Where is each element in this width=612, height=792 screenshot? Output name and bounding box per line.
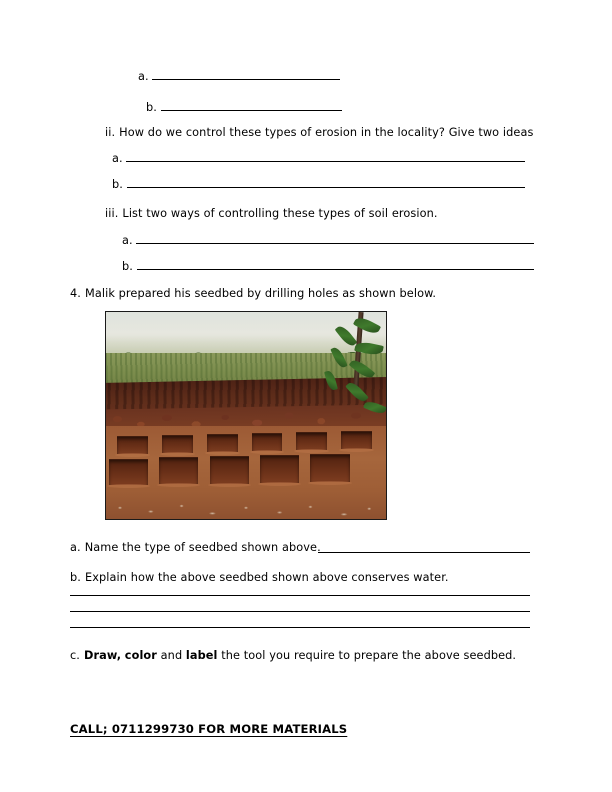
footer-contact: CALL; 0711299730 FOR MORE MATERIALS	[70, 722, 348, 736]
question-iii-answer-line-b[interactable]	[137, 269, 534, 270]
photo-pit	[207, 434, 238, 452]
answer-slot-b-top	[146, 101, 161, 114]
photo-pit	[117, 436, 148, 454]
question-ii-text: How do we control these types of erosion in the locality? Give two ideas	[119, 126, 534, 139]
question-ii-sub-b-marker: b.	[112, 178, 123, 191]
seedbed-photo-inner	[106, 312, 386, 519]
answer-slot-a-marker: a.	[138, 70, 149, 83]
question-4-part-a-marker: a.	[70, 541, 81, 554]
photo-pit	[252, 433, 283, 451]
answer-line-a-top[interactable]	[152, 79, 340, 80]
question-ii-sub-b	[112, 178, 127, 191]
question-4-part-b	[70, 571, 449, 585]
photo-pit	[159, 457, 198, 484]
question-4-part-a	[70, 541, 321, 555]
question-ii-sub-a-marker: a.	[112, 152, 123, 165]
question-4-part-a-text: Name the type of seedbed shown above.	[84, 541, 321, 554]
question-4-part-c-text	[84, 649, 516, 663]
question-4-part-b-answer-line[interactable]	[70, 595, 530, 596]
question-iii-text: List two ways of controlling these types of soil erosion.	[122, 207, 438, 220]
question-iii-sub-b-marker: b.	[122, 260, 133, 273]
question-iii-answer-line-a[interactable]	[136, 243, 534, 244]
question-4-text: Malik prepared his seedbed by drilling holes as shown below.	[84, 287, 437, 300]
photo-pit	[310, 454, 349, 482]
photo-pit	[341, 431, 372, 449]
question-ii-sub-a	[112, 152, 127, 165]
question-iii-marker: iii.	[105, 207, 119, 220]
question-4-marker: 4.	[70, 287, 81, 300]
part-c-bold-color: color	[124, 649, 157, 662]
photo-pit	[296, 432, 327, 450]
question-4-part-c	[70, 649, 516, 663]
question-4-part-a-answer-line[interactable]	[318, 552, 530, 553]
part-c-bold-draw: Draw,	[84, 649, 122, 662]
question-iii	[105, 207, 438, 221]
question-4-part-b-marker: b.	[70, 571, 81, 584]
question-4-part-b-text: Explain how the above seedbed shown above conserves water.	[84, 571, 449, 584]
question-ii-marker: ii.	[105, 126, 116, 139]
photo-pit	[109, 459, 148, 485]
seedbed-photo	[105, 311, 387, 520]
answer-line-b-top[interactable]	[161, 110, 342, 111]
answer-slot-a-top	[138, 70, 153, 83]
question-iii-sub-a	[122, 234, 137, 247]
question-4-part-c-marker: c.	[70, 649, 81, 662]
photo-pit	[210, 456, 249, 484]
question-4	[70, 287, 436, 301]
photo-pit	[162, 435, 193, 453]
question-iii-sub-a-marker: a.	[122, 234, 133, 247]
question-ii-answer-line-b[interactable]	[127, 187, 525, 188]
question-4-part-b-answer-line[interactable]	[70, 627, 530, 628]
question-4-part-b-answer-line[interactable]	[70, 611, 530, 612]
part-c-tail: the tool you require to prepare the above seedbed.	[217, 649, 517, 662]
question-iii-sub-b	[122, 260, 137, 273]
part-c-conjunction: and	[156, 649, 186, 662]
question-ii-answer-line-a[interactable]	[126, 161, 525, 162]
part-c-bold-label: label	[185, 649, 218, 662]
question-ii	[105, 126, 533, 140]
photo-pit	[260, 455, 299, 483]
answer-slot-b-marker: b.	[146, 101, 157, 114]
